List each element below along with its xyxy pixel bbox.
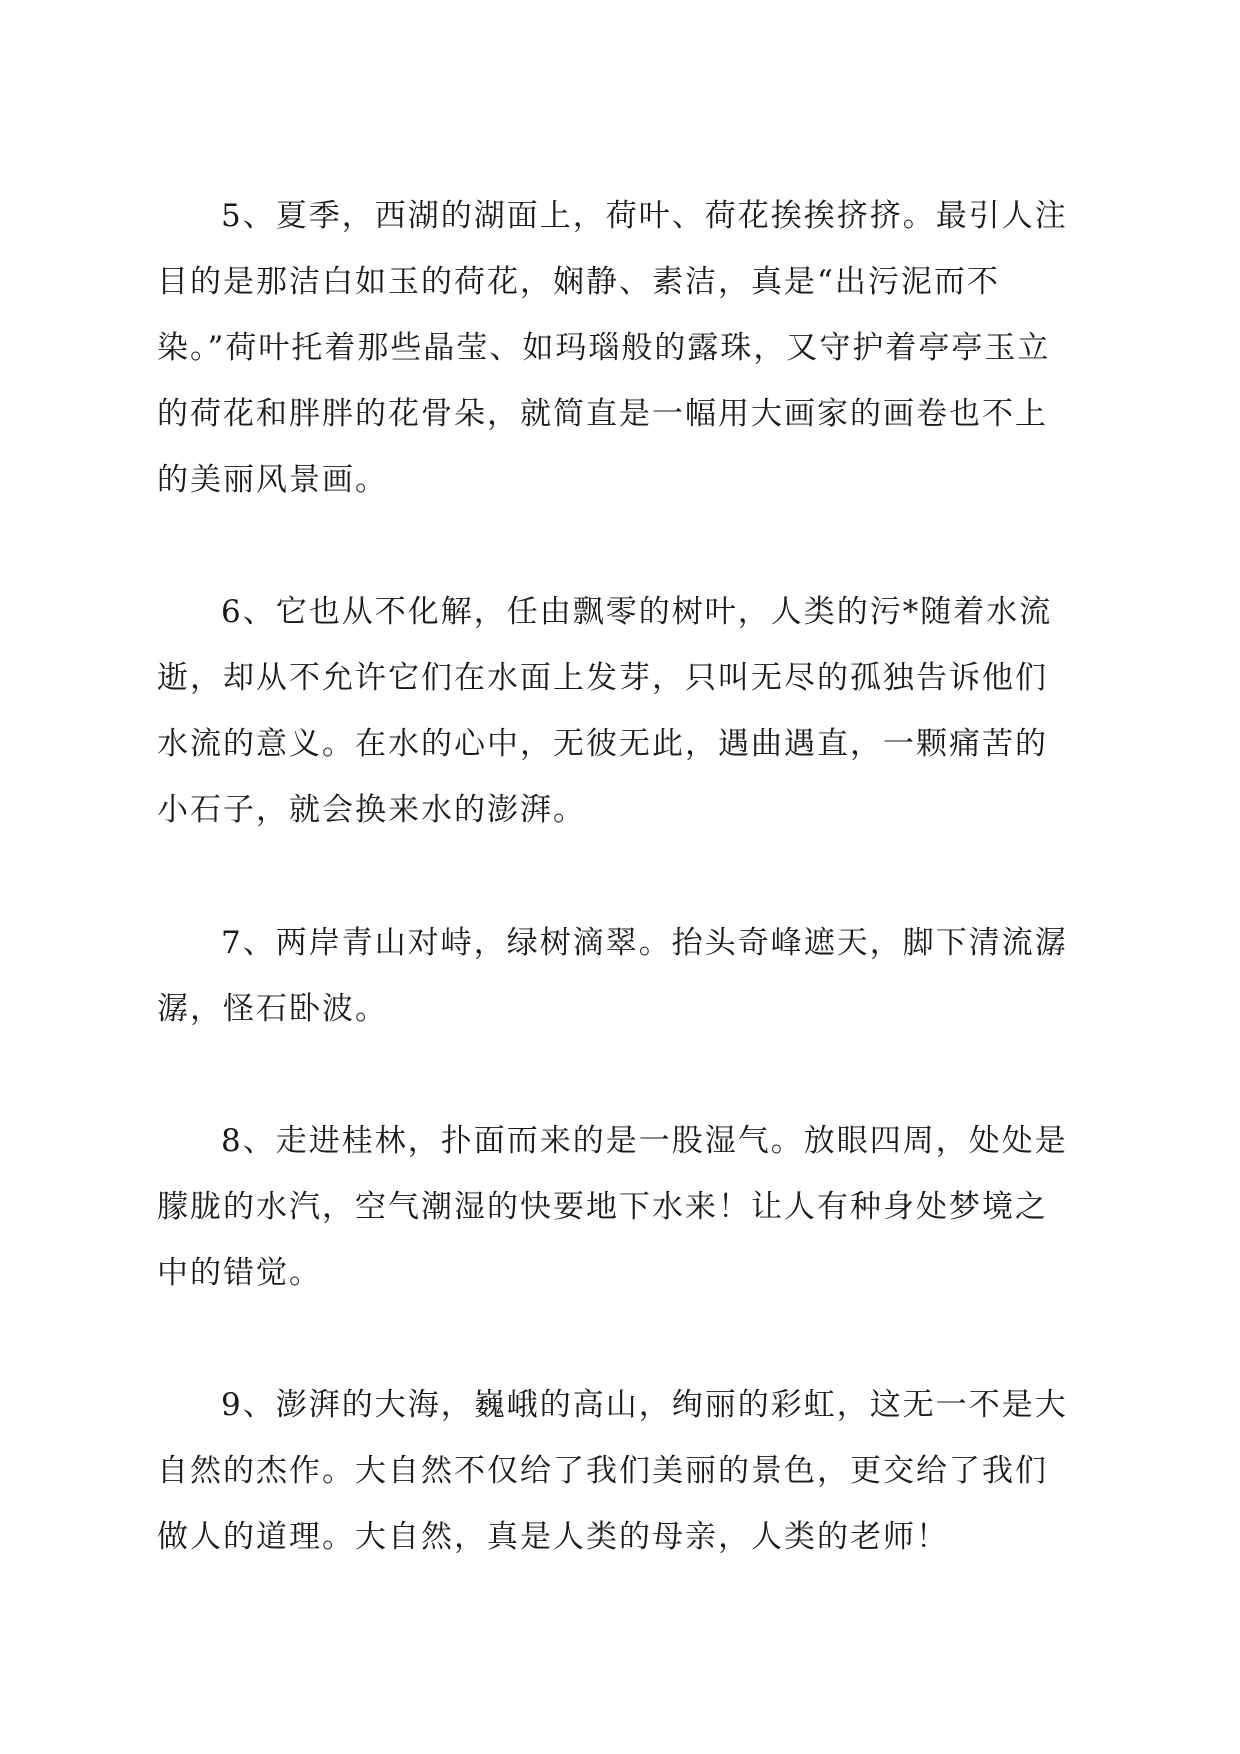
paragraph-6: 6、它也从不化解，任由飘零的树叶，人类的污*随着水流逝，却从不允许它们在水面上发芽，只叫无尽的孤独告诉他们水流的意义。在水的心中，无彼无此，遇曲遇直，一颗痛苦的小石子，就会换来水的澎湃。 <box>157 594 1053 828</box>
paragraph-5: 5、夏季，西湖的湖面上，荷叶、荷花挨挨挤挤。最引人注目的是那洁白如玉的荷花，娴静、素洁，真是“出污泥而不染。”荷叶托着那些晶莹、如玛瑙般的露珠，又守护着亭亭玉立的荷花和胖胖的花骨朵，就简直是一幅用大画家的画卷也不上的美丽风景画。 <box>157 198 1068 498</box>
paragraph-8: 8、走进桂林，扑面而来的是一股湿气。放眼四周，处处是朦胧的水汽，空气潮湿的快要地下水来！让人有种身处梦境之中的错觉。 <box>157 1123 1068 1291</box>
paragraph-7: 7、两岸青山对峙，绿树滴翠。抬头奇峰遮天，脚下清流潺潺，怪石卧波。 <box>157 925 1068 1027</box>
paragraph-9: 9、澎湃的大海，巍峨的高山，绚丽的彩虹，这无一不是大自然的杰作。大自然不仅给了我们美丽的景色，更交给了我们做人的道理。大自然，真是人类的母亲，人类的老师！ <box>157 1387 1068 1555</box>
